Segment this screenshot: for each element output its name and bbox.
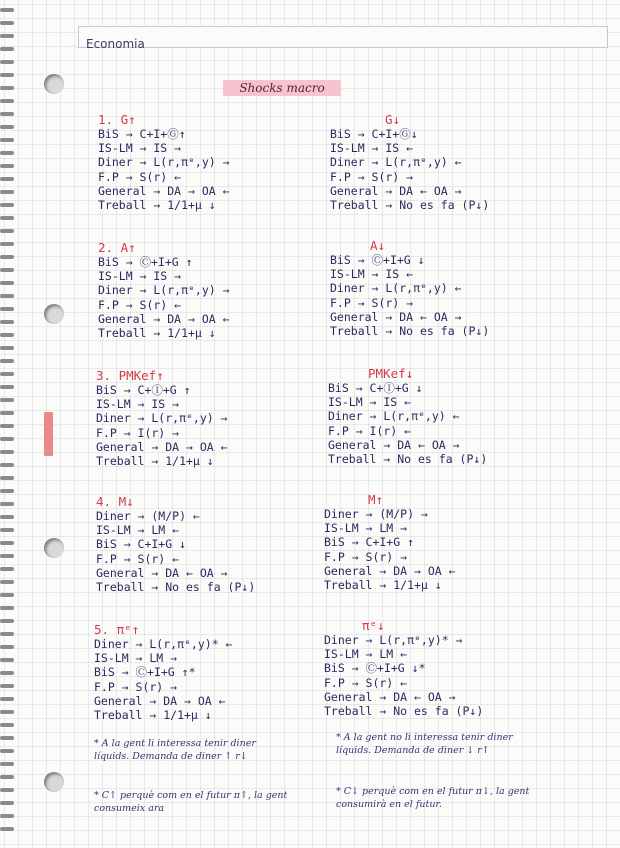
shock-line: BiS → C+I+G ↓ <box>96 537 187 552</box>
footnote-right-liquidity: * A la gent no li interessa tenir diner líquids. Demanda de diner ↓ r↑ <box>336 732 513 756</box>
spiral-ring <box>0 385 14 389</box>
spiral-ring <box>0 723 14 727</box>
shock-block-pmkef-down <box>328 366 487 466</box>
spiral-ring <box>0 320 14 324</box>
spiral-ring <box>0 463 14 467</box>
shock-line: General → DA → OA ← <box>96 439 228 454</box>
shock-block-a-down <box>330 238 489 338</box>
spiral-ring <box>0 476 14 480</box>
shock-line: IS-LM → LM ← <box>96 523 180 538</box>
shock-line: IS-LM → LM → <box>94 651 178 666</box>
spiral-ring <box>0 424 14 428</box>
spiral-ring <box>0 788 14 792</box>
spiral-ring <box>0 749 14 753</box>
shock-heading: 2. A↑ <box>98 240 136 255</box>
shock-block-pmkef-up <box>96 368 228 468</box>
header-bar <box>78 26 608 48</box>
shock-line: Diner → L(r,πᵉ,y) ← <box>330 155 462 170</box>
shock-block-pie-up <box>94 622 232 722</box>
shock-line: F.P → S(r) ← <box>324 675 408 690</box>
shock-line: F.P → S(r) → <box>324 549 408 564</box>
spiral-ring <box>0 619 14 623</box>
spiral-ring <box>0 645 14 649</box>
spiral-ring <box>0 216 14 220</box>
shock-line: F.P → S(r) ← <box>98 169 182 184</box>
spiral-ring <box>0 138 14 142</box>
spiral-ring <box>0 21 14 25</box>
shock-heading: 3. PMKef↑ <box>96 368 164 383</box>
spiral-ring <box>0 294 14 298</box>
shock-line: F.P → S(r) ← <box>98 297 182 312</box>
shock-line: Diner → L(r,πᵉ,y)* → <box>324 633 463 647</box>
shock-line: Diner → L(r,πᵉ,y) → <box>98 283 230 298</box>
spiral-ring <box>0 606 14 610</box>
spiral-ring <box>0 697 14 701</box>
shock-line: F.P → S(r) → <box>330 295 414 310</box>
footnote-left-consumption: * C↑ perquè com en el futur π↑, la gent consumeix ara <box>94 790 288 814</box>
spiral-ring <box>0 73 14 77</box>
spiral-ring <box>0 814 14 818</box>
shock-line: BiS → C+I+Ⓖ↓ <box>330 127 418 141</box>
spiral-ring <box>0 450 14 454</box>
spiral-ring <box>0 190 14 194</box>
shock-line: General → DA ← OA → <box>330 309 462 324</box>
spiral-ring <box>0 736 14 740</box>
spiral-ring <box>0 684 14 688</box>
shock-line: BiS → C+Ⓘ+G ↑ <box>96 383 191 397</box>
spiral-ring <box>0 593 14 597</box>
spiral-ring <box>0 112 14 116</box>
shock-line: Diner → L(r,πᵉ,y) → <box>98 155 230 170</box>
spiral-ring <box>0 580 14 584</box>
shock-heading: 4. M↓ <box>96 494 134 509</box>
shock-block-pie-down <box>324 618 483 718</box>
shock-line: IS-LM → IS → <box>98 141 182 156</box>
spiral-ring <box>0 762 14 766</box>
spiral-ring <box>0 99 14 103</box>
shock-line: F.P → S(r) ← <box>96 551 180 566</box>
spiral-ring <box>0 658 14 662</box>
spiral-ring <box>0 203 14 207</box>
punch-hole <box>44 538 64 558</box>
spiral-ring <box>0 229 14 233</box>
spiral-ring <box>0 60 14 64</box>
spiral-ring <box>0 541 14 545</box>
spiral-ring <box>0 632 14 636</box>
shock-line: Diner → L(r,πᵉ,y)* ← <box>94 637 233 651</box>
spiral-ring <box>0 8 14 12</box>
shock-line: Diner → (M/P) ← <box>96 509 200 523</box>
shock-line: Treball → No es fa (P↓) <box>330 198 490 213</box>
shock-line: F.P → S(r) → <box>94 679 178 694</box>
shock-line: IS-LM → LM → <box>324 521 408 536</box>
shock-line: Treball → No es fa (P↓) <box>96 580 256 595</box>
shock-line: Treball → 1/1+μ ↓ <box>94 708 212 723</box>
spiral-ring <box>0 710 14 714</box>
spiral-ring <box>0 151 14 155</box>
shock-line: Diner → L(r,πᵉ,y) → <box>96 411 228 426</box>
spiral-ring <box>0 359 14 363</box>
shock-line: General → DA ← OA → <box>96 565 228 580</box>
spiral-ring <box>0 86 14 90</box>
shock-line: IS-LM → LM ← <box>324 647 408 662</box>
shock-line: Treball → 1/1+μ ↓ <box>98 326 216 341</box>
shock-line: IS-LM → IS ← <box>328 395 412 410</box>
shock-line: Diner → (M/P) → <box>324 507 428 521</box>
shock-line: BiS → Ⓒ+I+G ↓* <box>324 661 426 676</box>
shock-line: IS-LM → IS ← <box>330 267 414 282</box>
spiral-ring <box>0 333 14 337</box>
page-title: Shocks macro <box>223 80 341 96</box>
spiral-ring <box>0 554 14 558</box>
spiral-ring <box>0 268 14 272</box>
spiral-ring <box>0 398 14 402</box>
page-side-tab <box>44 412 53 456</box>
shock-block-m-up <box>324 492 456 592</box>
spiral-ring <box>0 307 14 311</box>
shock-heading: A↓ <box>370 238 386 253</box>
shock-line: General → DA ← OA → <box>324 689 456 704</box>
spiral-ring <box>0 775 14 779</box>
footnote-left-liquidity: * A la gent li interessa tenir diner líquids. Demanda de diner ↑ r↓ <box>94 738 256 762</box>
shock-line: BiS → Ⓒ+I+G ↑ <box>98 255 193 269</box>
shock-line: General → DA → OA ← <box>94 693 226 708</box>
shock-line: BiS → Ⓒ+I+G ↓ <box>330 253 425 267</box>
spiral-ring <box>0 255 14 259</box>
shock-line: Treball → No es fa (P↓) <box>324 704 484 719</box>
shock-line: Treball → No es fa (P↓) <box>330 324 490 339</box>
spiral-ring <box>0 34 14 38</box>
shock-line: BiS → C+Ⓘ+G ↓ <box>328 381 423 395</box>
shock-line: Treball → 1/1+μ ↓ <box>324 578 442 593</box>
shock-line: IS-LM → IS → <box>96 397 180 412</box>
shock-heading: πᵉ↓ <box>362 618 385 633</box>
spiral-ring <box>0 47 14 51</box>
shock-line: BiS → C+I+Ⓖ↑ <box>98 127 186 141</box>
shock-line: Treball → 1/1+μ ↓ <box>98 198 216 213</box>
shock-heading: 1. G↑ <box>98 112 136 127</box>
shock-line: Treball → No es fa (P↓) <box>328 452 488 467</box>
spiral-ring <box>0 281 14 285</box>
shock-line: General → DA → OA ← <box>98 183 230 198</box>
shock-line: BiS → Ⓒ+I+G ↑* <box>94 665 196 680</box>
shock-block-a-up <box>98 240 230 340</box>
spiral-ring <box>0 372 14 376</box>
shock-line: General → DA → OA ← <box>324 563 456 578</box>
shock-line: General → DA ← OA → <box>328 437 460 452</box>
shock-heading: M↑ <box>368 492 384 507</box>
spiral-ring <box>0 515 14 519</box>
punch-hole <box>44 772 64 792</box>
shock-block-m-down <box>96 494 255 594</box>
spiral-ring <box>0 671 14 675</box>
spiral-ring <box>0 827 14 831</box>
shock-heading: PMKef↓ <box>368 366 414 381</box>
punch-hole <box>44 74 64 94</box>
shock-line: General → DA → OA ← <box>98 311 230 326</box>
shock-line: General → DA ← OA → <box>330 183 462 198</box>
shock-line: Diner → L(r,πᵉ,y) ← <box>330 281 462 296</box>
spiral-ring <box>0 528 14 532</box>
spiral-ring <box>0 437 14 441</box>
shock-line: F.P → I(r) ← <box>328 423 412 438</box>
spiral-ring <box>0 411 14 415</box>
punch-hole <box>44 304 64 324</box>
shock-line: Diner → L(r,πᵉ,y) ← <box>328 409 460 424</box>
shock-block-g-down <box>330 112 489 212</box>
footnote-right-consumption: * C↓ perquè com en el futur π↓, la gent consumirà en el futur. <box>336 786 530 810</box>
shock-line: IS-LM → IS ← <box>330 141 414 156</box>
shock-block-g-up <box>98 112 230 212</box>
spiral-ring <box>0 164 14 168</box>
spiral-ring <box>0 177 14 181</box>
shock-line: F.P → S(r) → <box>330 169 414 184</box>
spiral-ring <box>0 801 14 805</box>
shock-line: BiS → C+I+G ↑ <box>324 535 415 550</box>
subject-label: Economia <box>86 37 145 51</box>
spiral-ring <box>0 125 14 129</box>
shock-line: Treball → 1/1+μ ↓ <box>96 454 214 469</box>
spiral-ring <box>0 346 14 350</box>
spiral-ring <box>0 489 14 493</box>
spiral-ring <box>0 242 14 246</box>
shock-line: IS-LM → IS → <box>98 269 182 284</box>
shock-heading: G↓ <box>385 112 401 127</box>
shock-heading: 5. πᵉ↑ <box>94 622 140 637</box>
spiral-ring <box>0 502 14 506</box>
spiral-ring <box>0 567 14 571</box>
shock-line: F.P → I(r) → <box>96 425 180 440</box>
